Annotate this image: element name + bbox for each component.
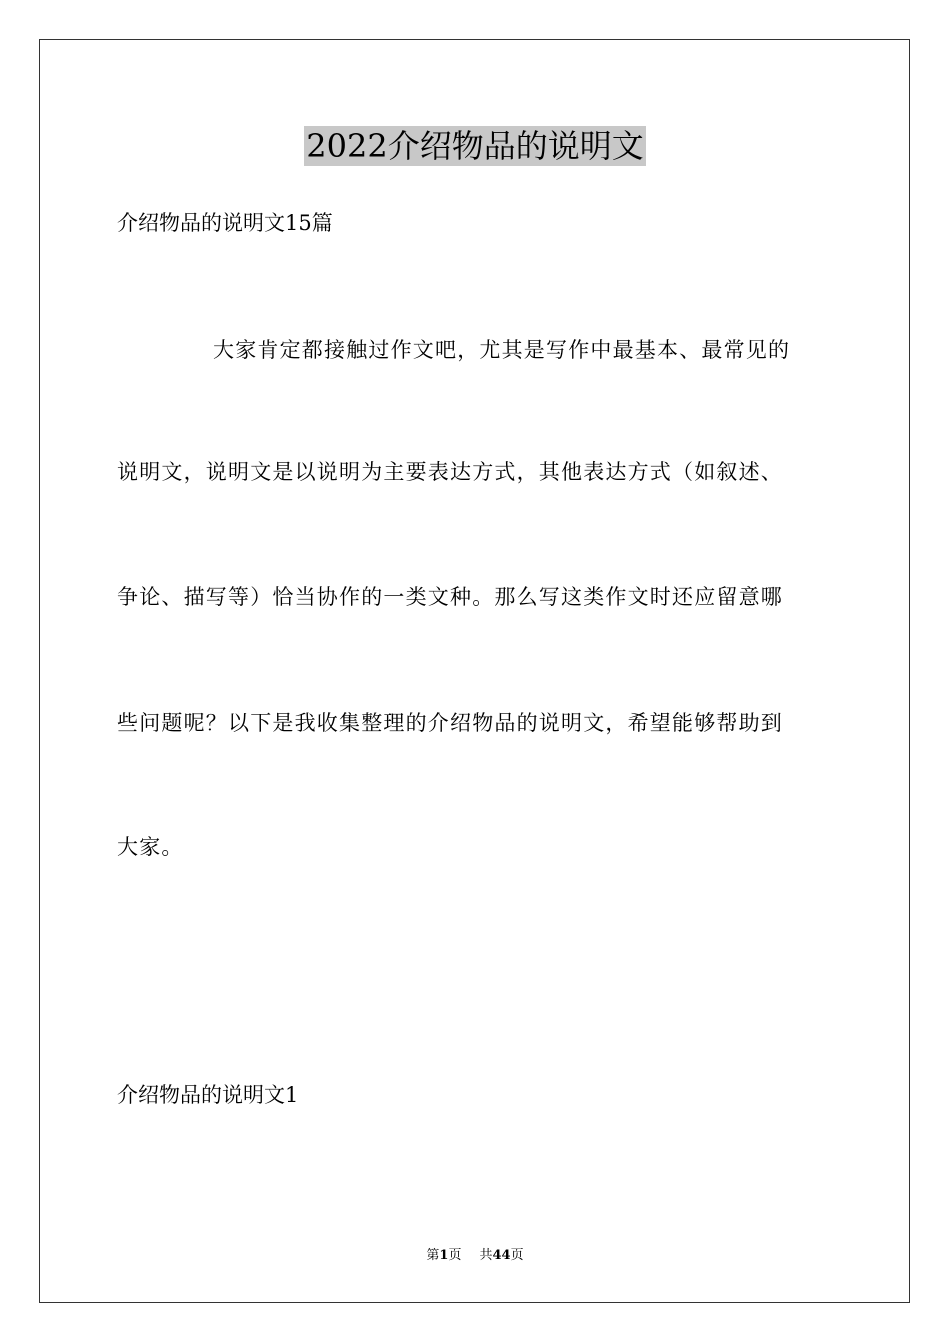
footer-page-suffix: 页 bbox=[448, 1248, 462, 1263]
footer-total-prefix: 共 bbox=[479, 1248, 493, 1263]
intro-line-4: 些问题呢？以下是我收集整理的介绍物品的说明文，希望能够帮助到 bbox=[117, 711, 783, 735]
title-container bbox=[0, 126, 950, 166]
intro-line-3: 争论、描写等）恰当协作的一类文种。那么写这类作文时还应留意哪 bbox=[117, 585, 783, 609]
page-footer bbox=[0, 1247, 950, 1265]
intro-line-5: 大家。 bbox=[117, 835, 184, 859]
section-heading: 介绍物品的说明文1 bbox=[117, 1083, 299, 1107]
footer-page-number: 1 bbox=[439, 1248, 449, 1263]
footer-page-prefix: 第 bbox=[426, 1248, 440, 1263]
intro-line-2: 说明文，说明文是以说明为主要表达方式，其他表达方式（如叙述、 bbox=[117, 460, 783, 484]
footer-total-suffix: 页 bbox=[510, 1248, 524, 1263]
document-title: 2022介绍物品的说明文 bbox=[306, 127, 644, 165]
intro-line-1: 大家肯定都接触过作文吧，尤其是写作中最基本、最常见的 bbox=[213, 338, 791, 362]
document-subtitle: 介绍物品的说明文15篇 bbox=[117, 211, 333, 235]
footer-total-pages: 44 bbox=[492, 1248, 511, 1263]
